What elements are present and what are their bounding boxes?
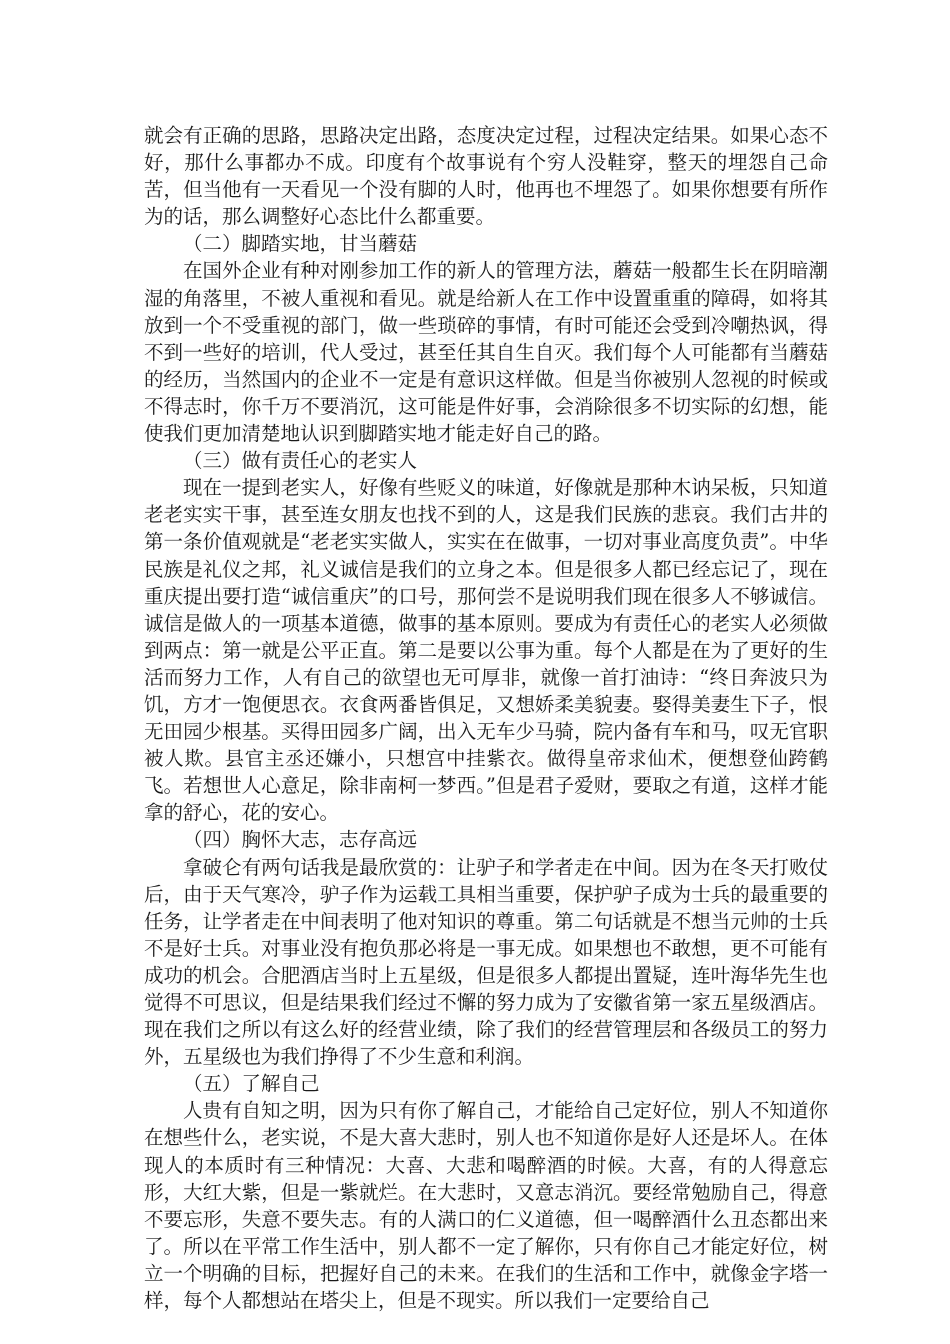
paragraph-section-5: 人贵有自知之明，因为只有你了解自己，才能给自己定好位，别人不知道你在想些什么，老实说，不是大喜大悲时，别人也不知道你是好人还是坏人。在体现人的本质时有三种情况：大喜、大悲和喝醉酒的时候。大喜，有的人得意忘形，大红大紫，但是一紫就烂。在大悲时，又意志消沉。要经常勉励自己，得意不要忘形，失意不要失志。有的人满口的仁义道德，但一喝醉酒什么丑态都出来了。所以在平常工作生活中，别人都不一定了解你，只有你自己才能定好位，树立一个明确的目标，把握好自己的未来。在我们的生活和工作中，就像金字塔一样，每个人都想站在塔尖上，但是不现实。所以我们一定要给自己 bbox=[144, 1099, 828, 1313]
section-heading-4: （四）胸怀大志，志存高远 bbox=[183, 828, 418, 852]
paragraph-section-4: 拿破仑有两句话我是最欣赏的：让驴子和学者走在中间。因为在冬天打败仗后，由于天气寒冷，驴子作为运载工具相当重要，保护驴子成为士兵的最重要的任务，让学者走在中间表明了他对知识的尊重。第二句话就是不想当元帅的士兵不是好士兵。对事业没有抱负那必将是一事无成。如果想也不敢想，更不可能有成功的机会。合肥酒店当时上五星级，但是很多人都提出置疑，连叶海华先生也觉得不可思议，但是结果我们经过不懈的努力成为了安徽省第一家五星级酒店。现在我们之所以有这么好的经营业绩，除了我们的经营管理层和各级员工的努力外，五星级也为我们挣得了不少生意和利润。 bbox=[144, 855, 828, 1069]
paragraph-section-3: 现在一提到老实人，好像有些贬义的味道，好像就是那种木讷呆板，只知道老老实实干事，甚至连女朋友也找不到的人，这是我们民族的悲哀。我们古井的第一条价值观就是“老老实实做人，实实在在做事，一切对事业高度负责”。中华民族是礼仪之邦，礼义诚信是我们的立身之本。但是很多人都已经忘记了，现在重庆提出要打造“诚信重庆”的口号，那何尝不是说明我们现在很多人不够诚信。诚信是做人的一项基本道德，做事的基本原则。要成为有责任心的老实人必须做到两点：第一就是公平正直。第二是要以公事为重。每个人都是在为了更好的生活而努力工作，人有自己的欲望也无可厚非，就像一首打油诗：“终日奔波只为饥，方才一饱便思衣。衣食两番皆俱足，又想娇柔美貌妻。娶得美妻生下子，恨无田园少根基。买得田园多广阔，出入无车少马骑，院内备有车和马，叹无官职被人欺。县官主丞还嫌小，只想宫中挂紫衣。做得皇帝求仙术，便想登仙跨鹤飞。若想世人心意足，除非南柯一梦西。”但是君子爱财，要取之有道，这样才能拿的舒心，花的安心。 bbox=[144, 476, 828, 825]
document-body bbox=[144, 122, 828, 1314]
section-heading-5: （五）了解自己 bbox=[183, 1072, 320, 1096]
paragraph-section-2: 在国外企业有种对刚参加工作的新人的管理方法，蘑菇一般都生长在阴暗潮湿的角落里，不被人重视和看见。就是给新人在工作中设置重重的障碍，如将其放到一个不受重视的部门，做一些琐碎的事情，有时可能还会受到冷嘲热讽，得不到一些好的培训，代人受过，甚至任其自生自灭。我们每个人可能都有当蘑菇的经历，当然国内的企业不一定是有意识这样做。但是当你被别人忽视的时候或不得志时，你千万不要消沉，这可能是件好事，会消除很多不切实际的幻想，能使我们更加清楚地认识到脚踏实地才能走好自己的路。 bbox=[144, 259, 828, 446]
paragraph-intro: 就会有正确的思路，思路决定出路，态度决定过程，过程决定结果。如果心态不好，那什么事都办不成。印度有个故事说有个穷人没鞋穿，整天的埋怨自己命苦，但当他有一天看见一个没有脚的人时，他再也不埋怨了。如果你想要有所作为的话，那么调整好心态比什么都重要。 bbox=[144, 124, 828, 229]
section-heading-2: （二）脚踏实地，甘当蘑菇 bbox=[183, 232, 418, 256]
section-heading-3: （三）做有责任心的老实人 bbox=[183, 449, 418, 473]
